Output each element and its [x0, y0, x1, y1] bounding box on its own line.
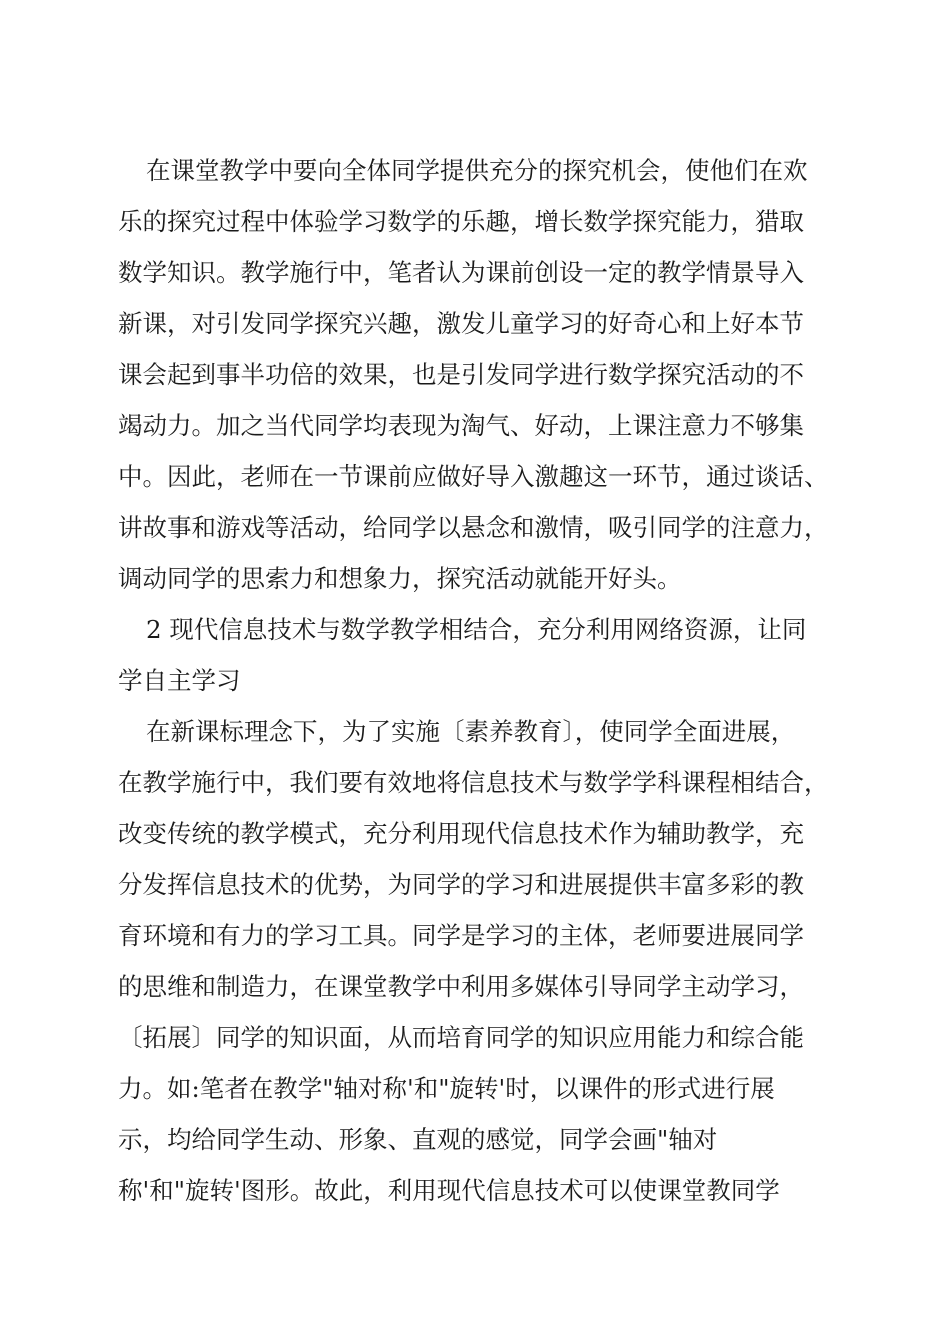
text-line: 课会起到事半功倍的效果，也是引发同学进行数学探究活动的不 — [118, 360, 804, 389]
text-line: 分发挥信息技术的优势，为同学的学习和进展提供丰富多彩的教 — [118, 870, 804, 899]
document-body — [118, 145, 858, 1216]
text-line: 力。如:笔者在教学"轴对称'和"旋转'时，以课件的形式进行展 — [118, 1074, 775, 1103]
text-line: 数学知识。教学施行中，笔者认为课前创设一定的教学情景导入 — [118, 258, 804, 287]
text-line: 〔拓展〕同学的知识面，从而培育同学的知识应用能力和综合能 — [118, 1023, 804, 1052]
text-line: 的思维和制造力，在课堂教学中利用多媒体引导同学主动学习， — [118, 972, 804, 1001]
text-line: 称'和"旋转'图形。故此，利用现代信息技术可以使课堂教同学 — [118, 1176, 780, 1205]
text-line: 在新课标理念下，为了实施〔素养教育〕，使同学全面进展， — [146, 717, 796, 746]
text-line: 在教学施行中，我们要有效地将信息技术与数学学科课程相结合， — [118, 768, 829, 797]
text-line: 乐的探究过程中体验学习数学的乐趣，增长数学探究能力，猎取 — [118, 207, 804, 236]
text-line: 在课堂教学中要向全体同学提供充分的探究机会，使他们在欢 — [146, 156, 808, 185]
text-line: 改变传统的教学模式，充分利用现代信息技术作为辅助教学，充 — [118, 819, 804, 848]
text-line: 新课，对引发同学探究兴趣，激发儿童学习的好奇心和上好本节 — [118, 309, 804, 338]
text-line: 示，均给同学生动、形象、直观的感觉，同学会画"轴对 — [118, 1125, 718, 1154]
section-heading: 2 现代信息技术与数学教学相结合，充分利用网络资源，让同 — [146, 615, 807, 644]
text-line: 调动同学的思索力和想象力，探究活动就能开好头。 — [118, 564, 682, 593]
text-line: 竭动力。加之当代同学均表现为淘气、好动，上课注意力不够集 — [118, 411, 804, 440]
text-line: 育环境和有力的学习工具。同学是学习的主体，老师要进展同学 — [118, 921, 804, 950]
text-line: 讲故事和游戏等活动，给同学以悬念和激情，吸引同学的注意力， — [118, 513, 829, 542]
text-line: 中。因此，老师在一节课前应做好导入激趣这一环节，通过谈话、 — [118, 462, 829, 491]
section-heading-continued: 学自主学习 — [118, 666, 241, 695]
